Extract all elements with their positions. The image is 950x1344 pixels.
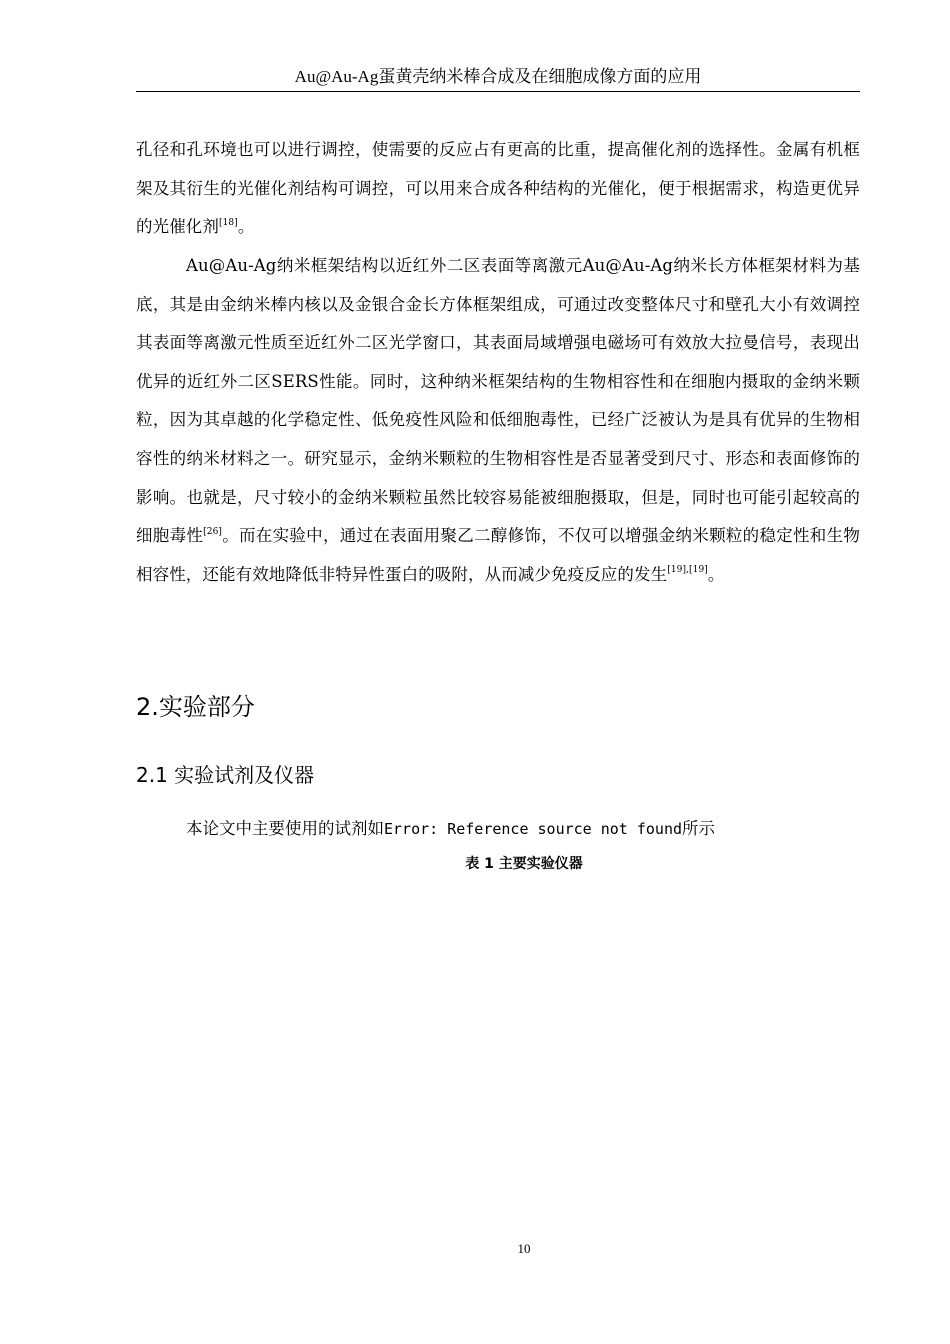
page-header: Au@Au-Ag蛋黄壳纳米棒合成及在细胞成像方面的应用 (294, 67, 702, 86)
reference-line (186, 816, 715, 842)
reference-line-after: 所示 (682, 819, 716, 838)
reference-error-field[interactable]: Error: Reference source not found (384, 820, 683, 838)
paragraph-1 (136, 131, 860, 247)
paragraph-2-text-b: 。而在实验中，通过在表面用聚乙二醇修饰，不仅可以增强金纳米颗粒的稳定性和生物相容性，还能有效地降低非特异性蛋白的吸附，从而减少免疫反应的发生 (136, 526, 860, 584)
page-number: 10 (517, 1241, 531, 1256)
citation-19[interactable]: [19],[19] (667, 565, 708, 576)
paragraph-2-end: 。 (707, 564, 725, 584)
paragraph-2 (136, 247, 860, 594)
citation-18[interactable]: [18] (219, 217, 238, 228)
citation-26[interactable]: [26] (203, 526, 223, 537)
subsection-heading: 2.1 实验试剂及仪器 (136, 763, 315, 787)
reference-line-before: 本论文中主要使用的试剂如 (186, 819, 384, 838)
paragraph-2-text-a: Au@Au-Ag纳米框架结构以近红外二区表面等离激元Au@Au-Ag纳米长方体框架材料为基底，其是由金纳米棒内核以及金银合金长方体框架组成，可通过改变整体尺寸和壁孔大小有效调控其表面等离激元性质至近红外二区光学窗口，其表面局域增强电磁场可有效放大拉曼信号，表现出优异的近红外二区SERS性能。同时，这种纳米框架结构的生物相容性和在细胞内摄取的金纳米颗粒，因为其卓越的化学稳定性、低免疫性风险和低细胞毒性，已经广泛被认为是具有优异的生物相容性的纳米材料之一。研究显示，金纳米颗粒的生物相容性是否显著受到尺寸、形态和表面修饰的影响。也就是，尺寸较小的金纳米颗粒虽然比较容易能被细胞摄取，但是，同时也可能引起较高的细胞毒性 (136, 256, 860, 546)
table-caption: 表 1 主要实验仪器 (465, 856, 583, 872)
paragraph-1-end: 。 (237, 217, 255, 237)
section-heading: 2.实验部分 (136, 693, 255, 721)
paragraph-1-text: 孔径和孔环境也可以进行调控，使需要的反应占有更高的比重，提高催化剂的选择性。金属有机框架及其衍生的光催化剂结构可调控，可以用来合成各种结构的光催化，便于根据需求，构造更优异的光催化剂 (136, 140, 860, 237)
header-rule (136, 91, 860, 92)
